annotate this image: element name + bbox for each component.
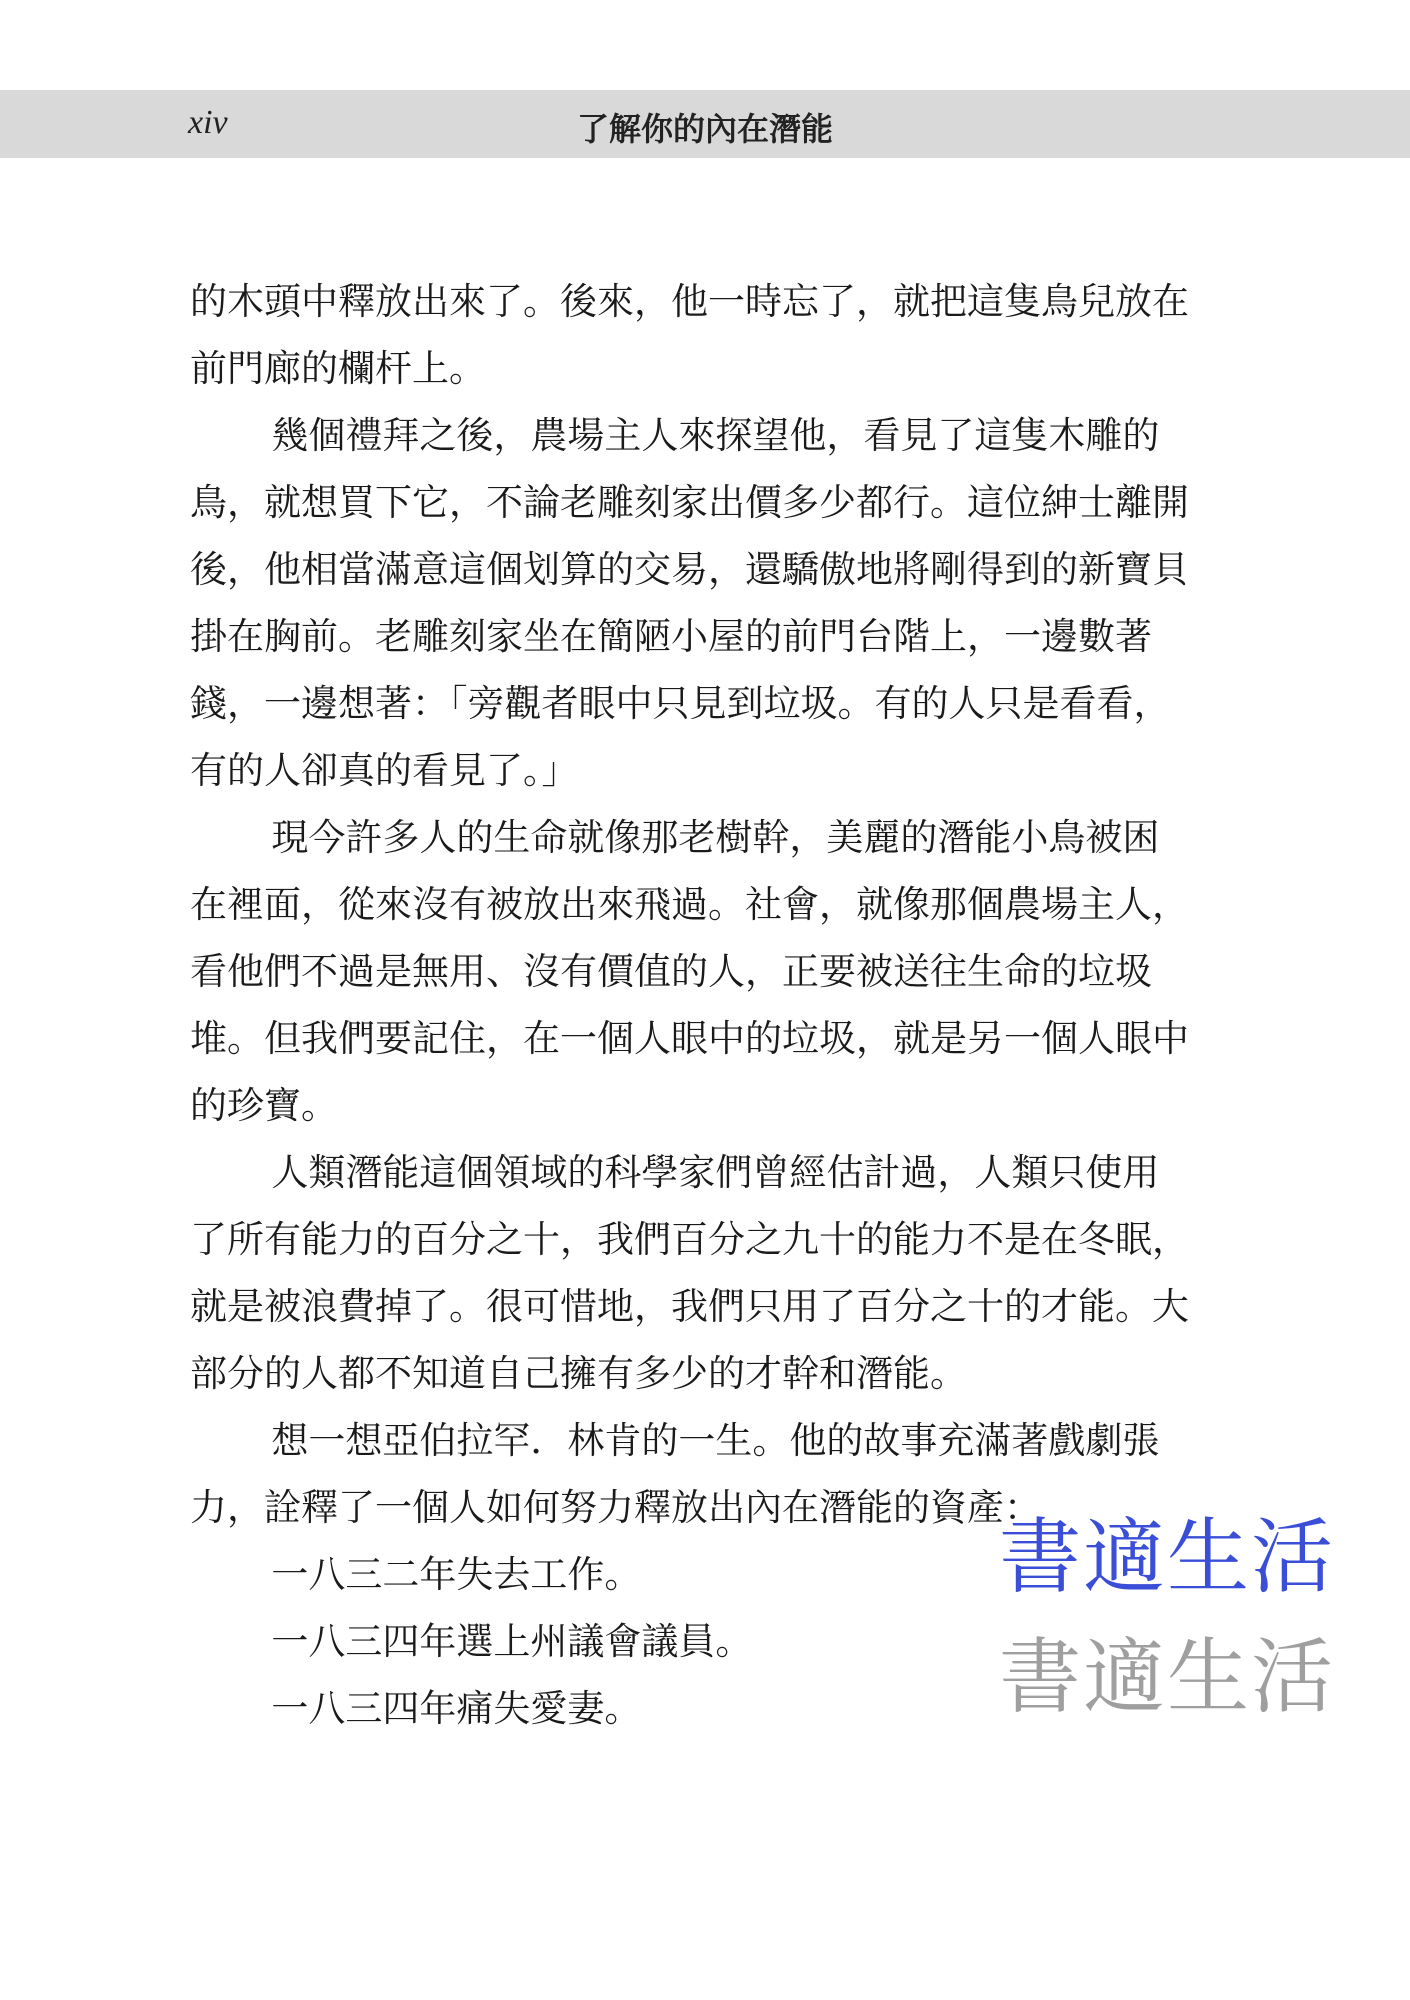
list-item: 一八三二年失去工作。 — [271, 1553, 642, 1596]
page-number: xiv — [188, 104, 228, 141]
running-header — [0, 90, 1410, 158]
paragraph: 幾個禮拜之後，農場主人來探望他，看見了這隻木雕的鳥，就想買下它，不論老雕刻家出價多少都行。這位紳士離開後，他相當滿意這個划算的交易，還驕傲地將剛得到的新寶貝掛在胸前。老雕刻家坐在簡陋小屋的前門台階上，一邊數著錢，一邊想著：「旁觀者眼中只見到垃圾。有的人只是看看，有的人卻真的看見了。」 — [190, 414, 1189, 792]
list-item: 一八三四年選上州議會議員。 — [271, 1620, 753, 1663]
list-item: 一八三四年痛失愛妻。 — [271, 1687, 642, 1730]
watermark-blue: 書適生活 — [998, 1510, 1335, 1605]
paragraph: 人類潛能這個領域的科學家們曾經估計過，人類只使用了所有能力的百分之十，我們百分之九十的能力不是在冬眠，就是被浪費掉了。很可惜地，我們只用了百分之十的才能。大部分的人都不知道自己擁有多少的才幹和潛能。 — [190, 1151, 1189, 1395]
paragraph: 的木頭中釋放出來了。後來，他一時忘了，就把這隻鳥兒放在前門廊的欄杆上。 — [190, 280, 1189, 390]
running-title: 了解你的內在潛能 — [576, 110, 833, 148]
paragraph: 想一想亞伯拉罕．林肯的一生。他的故事充滿著戲劇張力，詮釋了一個人如何努力釋放出內在潛能的資產： — [190, 1419, 1160, 1529]
watermark-gray: 書適生活 — [998, 1630, 1335, 1725]
paragraph: 現今許多人的生命就像那老樹幹，美麗的潛能小鳥被困在裡面，從來沒有被放出來飛過。社會，就像那個農場主人，看他們不過是無用、沒有價值的人，正要被送往生命的垃圾堆。但我們要記住，在一個人眼中的垃圾，就是另一個人眼中的珍寶。 — [190, 816, 1189, 1127]
